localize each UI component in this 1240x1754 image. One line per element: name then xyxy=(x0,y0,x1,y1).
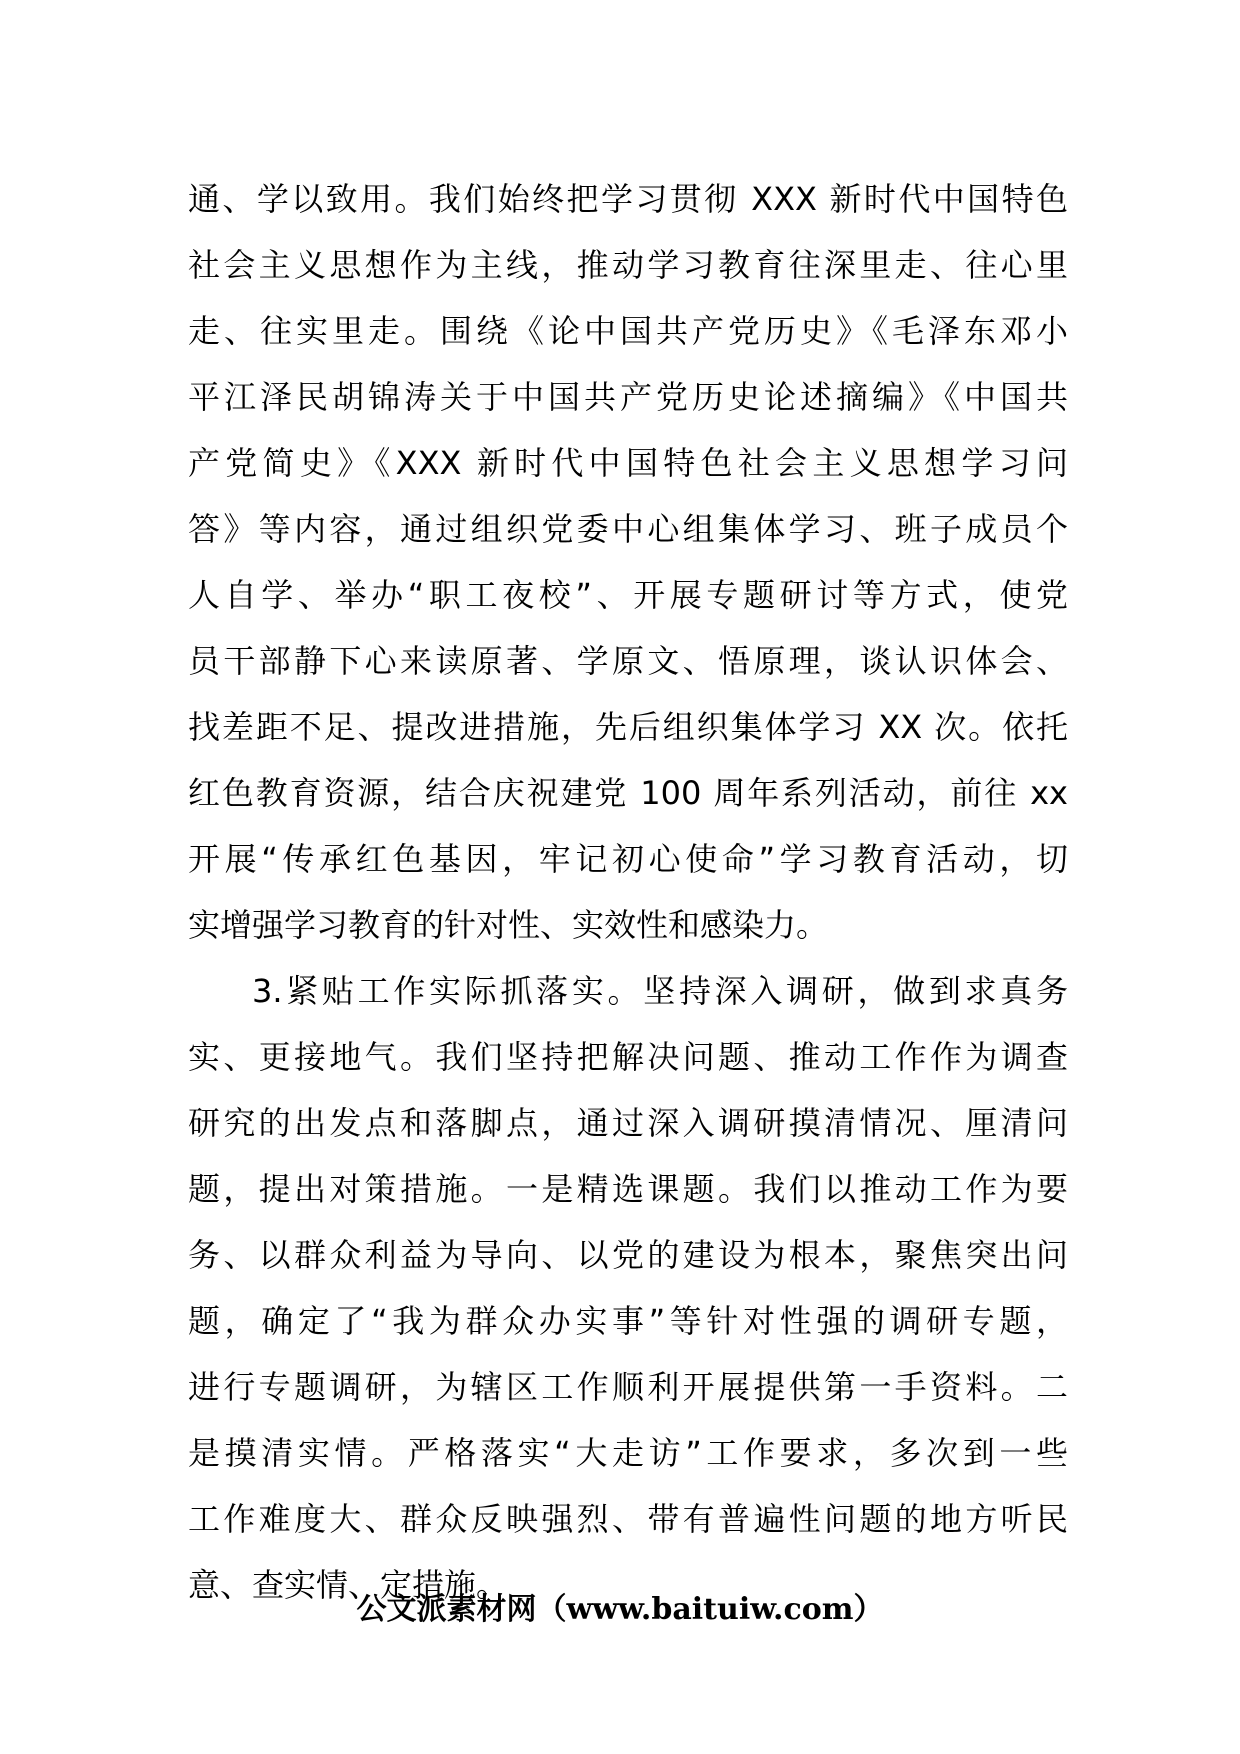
document-body xyxy=(188,166,1068,1618)
text-line: 意、查实情、定措施。 xyxy=(188,1566,509,1604)
footer-watermark: 公文派素材网（www.baituiw.com） xyxy=(356,1592,884,1627)
text-line: 研究的出发点和落脚点，通过深入调研摸清情况、厘清问 xyxy=(188,1104,1068,1142)
text-line: 人自学、举办“职工夜校”、开展专题研讨等方式，使党 xyxy=(188,576,1068,614)
text-line: 工作难度大、群众反映强烈、带有普遍性问题的地方听民 xyxy=(188,1500,1068,1538)
text-line: 实、更接地气。我们坚持把解决问题、推动工作作为调查 xyxy=(188,1038,1068,1076)
text-line: 进行专题调研，为辖区工作顺利开展提供第一手资料。二 xyxy=(188,1368,1068,1406)
text-line: 实增强学习教育的针对性、实效性和感染力。 xyxy=(188,906,829,944)
text-line: 开展“传承红色基因，牢记初心使命”学习教育活动，切 xyxy=(188,840,1068,878)
text-line: 找差距不足、提改进措施，先后组织集体学习 XX 次。依托 xyxy=(188,708,1068,746)
text-line: 社会主义思想作为主线，推动学习教育往深里走、往心里 xyxy=(188,246,1068,284)
paragraph-heading-line: 3.紧贴工作实际抓落实。坚持深入调研，做到求真务 xyxy=(252,972,1068,1010)
text-line: 员干部静下心来读原著、学原文、悟原理，谈认识体会、 xyxy=(188,642,1068,680)
text-line: 红色教育资源，结合庆祝建党 100 周年系列活动，前往 xx xyxy=(188,774,1068,812)
text-line: 平江泽民胡锦涛关于中国共产党历史论述摘编》《中国共 xyxy=(188,378,1068,416)
text-line: 务、以群众利益为导向、以党的建设为根本，聚焦突出问 xyxy=(188,1236,1068,1274)
text-line: 答》等内容，通过组织党委中心组集体学习、班子成员个 xyxy=(188,510,1068,548)
text-line: 是摸清实情。严格落实“大走访”工作要求，多次到一些 xyxy=(188,1434,1068,1472)
text-line: 走、往实里走。围绕《论中国共产党历史》《毛泽东邓小 xyxy=(188,312,1068,350)
text-line: 题，确定了“我为群众办实事”等针对性强的调研专题， xyxy=(188,1302,1068,1340)
text-line: 通、学以致用。我们始终把学习贯彻 XXX 新时代中国特色 xyxy=(188,180,1068,218)
text-line: 题，提出对策措施。一是精选课题。我们以推动工作为要 xyxy=(188,1170,1068,1208)
text-line: 产党简史》《XXX 新时代中国特色社会主义思想学习问 xyxy=(188,444,1068,482)
